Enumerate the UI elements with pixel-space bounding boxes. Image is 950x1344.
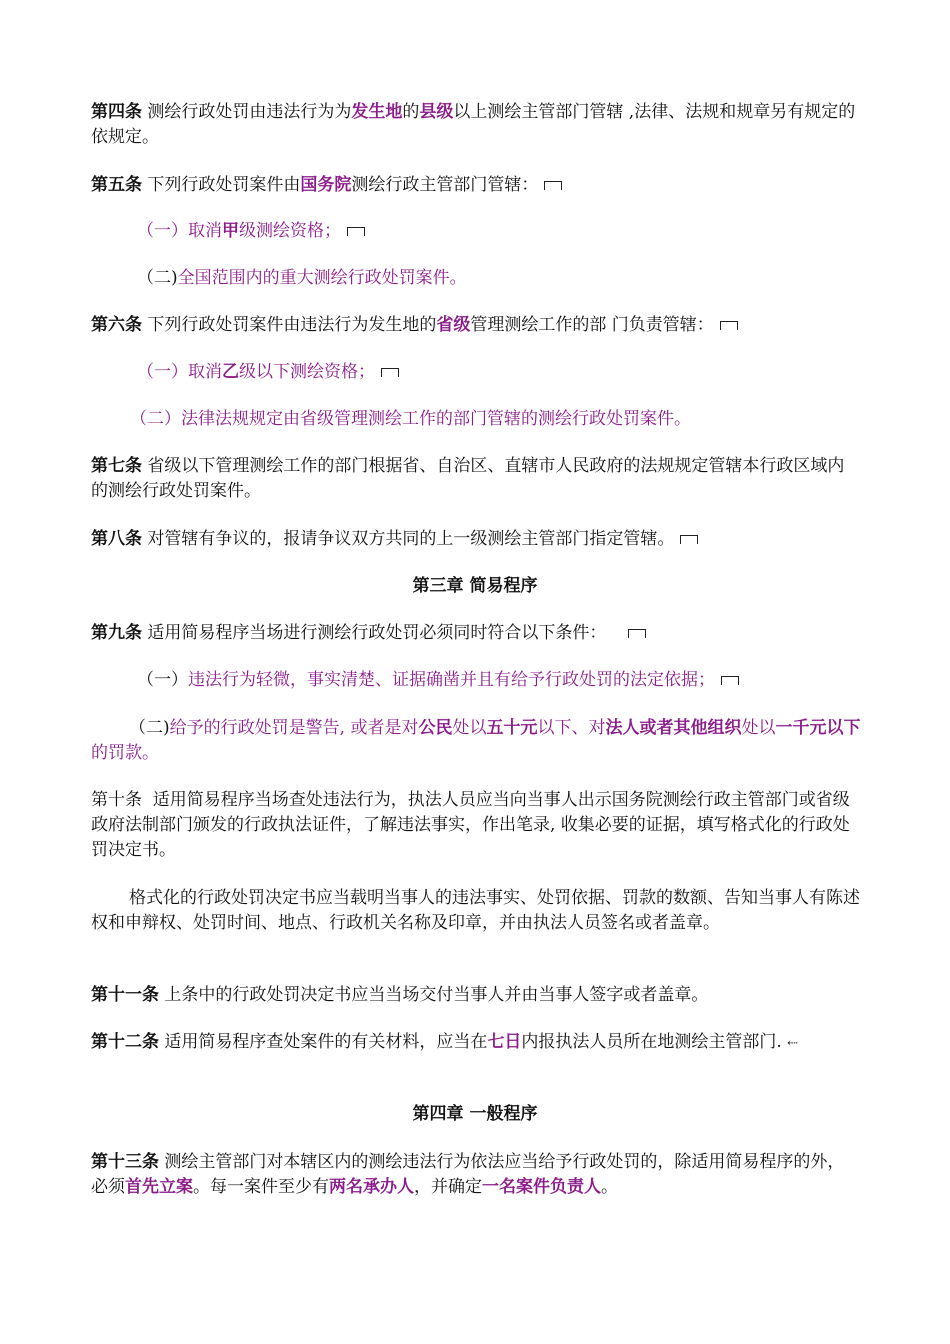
article-9-item-2: （二)给予的行政处罚是警告, 或者是对公民处以五十元以下、对法人或者其他组织处以一千元以下的罚款。 — [91, 718, 861, 763]
article-10: 第十条 适用简易程序当场查处违法行为，执法人员应当向当事人出示国务院测绘行政主管部门或省级政府法制部门颁发的行政执法证件，了解违法事实，作出笔录, 收集必要的证据，填写格式化的行政处罚决定书。 — [91, 790, 850, 860]
article-label: 第七条 — [91, 456, 142, 476]
paragraph-mark-icon — [544, 181, 562, 190]
article-4: 第四条 测绘行政处罚由违法行为为发生地的县级以上测绘主管部门管辖 ,法律、法规和规章另有规定的依规定。 — [91, 102, 856, 147]
paragraph-mark-icon — [347, 227, 365, 236]
article-5-item-2: （二)全国范围内的重大测绘行政处罚案件。 — [137, 268, 467, 288]
chapter-4-heading: 第四章 一般程序 — [412, 1104, 538, 1124]
article-label: 第十一条 — [91, 985, 159, 1005]
chapter-3-heading: 第三章 简易程序 — [412, 576, 538, 596]
line-break-icon: ⇠ — [787, 1036, 799, 1051]
article-6: 第六条 下列行政处罚案件由违法行为发生地的省级管理测绘工作的部 门负责管辖： — [91, 313, 861, 338]
article-9-item-1: （一）违法行为轻微，事实清楚、证据确凿并且有给予行政处罚的法定依据； — [137, 668, 857, 693]
paragraph-mark-icon — [680, 535, 698, 544]
article-label: 第十二条 — [91, 1032, 159, 1052]
article-12: 第十二条 适用简易程序查处案件的有关材料，应当在七日内报执法人员所在地测绘主管部门. ⇠ — [91, 1032, 799, 1052]
article-6-item-2: （二）法律法规规定由省级管理测绘工作的部门管辖的测绘行政处罚案件。 — [130, 409, 691, 429]
article-label: 第八条 — [91, 529, 142, 549]
article-11: 第十一条 上条中的行政处罚决定书应当当场交付当事人并由当事人签字或者盖章。 — [91, 985, 709, 1005]
article-13: 第十三条 测绘主管部门对本辖区内的测绘违法行为依法应当给予行政处罚的，除适用简易程序的外，必须首先立案。每一案件至少有两名承办人，并确定一名案件负责人。 — [91, 1152, 845, 1197]
article-5-item-1: （一）取消甲级测绘资格； — [137, 219, 857, 244]
article-5: 第五条 下列行政处罚案件由国务院测绘行政主管部门管辖： — [91, 173, 861, 198]
article-7: 第七条 省级以下管理测绘工作的部门根据省、自治区、直辖市人民政府的法规规定管辖本行政区域内的测绘行政处罚案件。 — [91, 456, 845, 501]
article-label: 第九条 — [91, 623, 142, 643]
paragraph-mark-icon — [721, 676, 739, 685]
article-8: 第八条 对管辖有争议的，报请争议双方共同的上一级测绘主管部门指定管辖。 — [91, 527, 861, 552]
article-10-paragraph-2: 格式化的行政处罚决定书应当载明当事人的违法事实、处罚依据、罚款的数额、告知当事人有陈述权和申辩权、处罚时间、地点、行政机关名称及印章，并由执法人员签名或者盖章。 — [91, 888, 860, 933]
paragraph-mark-icon — [628, 629, 646, 638]
article-label: 第四条 — [91, 102, 142, 122]
article-6-item-1: （一）取消乙级以下测绘资格； — [137, 360, 857, 385]
paragraph-mark-icon — [720, 321, 738, 330]
article-label: 第六条 — [91, 315, 142, 335]
article-9: 第九条 适用简易程序当场进行测绘行政处罚必须同时符合以下条件： — [91, 621, 861, 646]
article-label: 第五条 — [91, 175, 142, 195]
article-label: 第十三条 — [91, 1152, 159, 1172]
paragraph-mark-icon — [381, 368, 399, 377]
